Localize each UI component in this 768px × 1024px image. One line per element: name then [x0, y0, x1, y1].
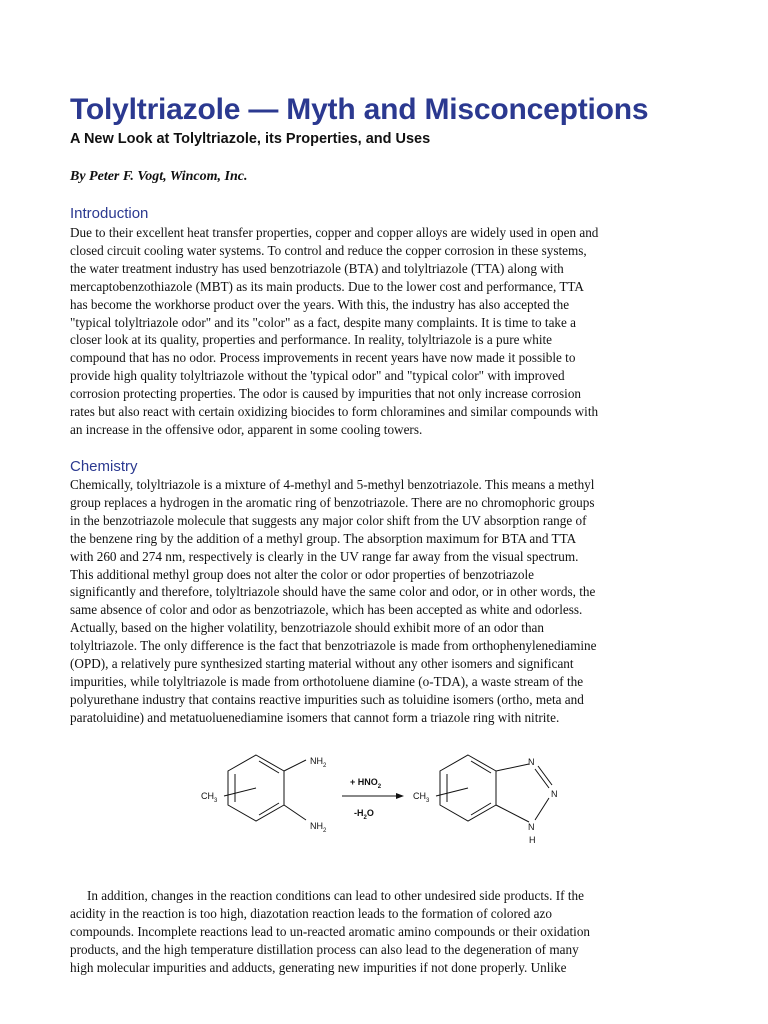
text-line: significantly and therefore, tolyltriazole should have the same color and odor, or in other words, the: [70, 584, 596, 600]
text-line: products, and the high temperature distillation process can also lead to the degeneration of many: [70, 941, 579, 957]
text-line: group replaces a hydrogen in the aromatic ring of benzotriazole. There are no chromophoric groups: [70, 494, 595, 510]
text-line: This additional methyl group does not alter the color or odor properties of benzotriazole: [70, 566, 534, 582]
n3-label: N: [528, 822, 535, 832]
reaction-arrow: [342, 793, 404, 799]
text-line: Due to their excellent heat transfer properties, copper and copper alloys are widely used in open and: [70, 225, 599, 240]
text-line: corrosion protecting properties. The odor is caused by impurities that not only increase corrosion: [70, 386, 582, 402]
byproduct-label: $-H_2O$: [354, 808, 374, 821]
heading-chemistry: Chemistry: [70, 458, 138, 475]
text-line: with 260 and 274 nm, respectively is clearly in the UV range far away from the visual spectrum.: [70, 548, 579, 564]
text-line: Chemically, tolyltriazole is a mixture of 4-methyl and 5-methyl benzotriazole. This means a methyl: [70, 477, 595, 492]
text-line: compounds. Incomplete reactions lead to un-reacted aromatic amino compounds or their oxidation: [70, 923, 591, 939]
document-title: Tolyltriazole — Myth and Misconceptions: [70, 93, 649, 126]
heading-introduction: Introduction: [70, 205, 149, 222]
text-line: In addition, changes in the reaction conditions can lead to other undesired side products. If the: [87, 888, 584, 903]
text-line: Actually, based on the higher volatility, benzotriazole should exhibit more of an odor than: [70, 620, 545, 636]
nh2-bottom-label: $NH_2$: [310, 821, 327, 834]
text-line: mercaptobenzothiazole (MBT) as its main products. Due to the lower cost and performance, TTA: [70, 278, 584, 294]
text-line: (OPD), a relatively pure synthesized starting material without any other isomers and significant: [70, 656, 574, 672]
text-line: polyurethane industry that contains reactive impurities such as toluidine isomers (ortho, meta and: [70, 691, 584, 707]
text-line: the benzene ring by the addition of a methyl group. The absorption maximum for BTA and TTA: [70, 530, 577, 546]
ch3-right-label: $CH_3$: [413, 791, 430, 804]
text-line: tolyltriazole. The only difference is the fact that benzotriazole is made from orthophenylenediamine: [70, 638, 597, 654]
paragraph-chemistry: [70, 476, 698, 727]
text-line: same absence of color and odor as benzotriazole, which has been accepted as white and odorless.: [70, 602, 583, 618]
text-line: closer look at its quality, properties and performance. In reality, tolyltriazole is a pure white: [70, 332, 553, 348]
text-line: in the benzotriazole molecule that suggests any major color shift from the UV absorption range of: [70, 512, 587, 528]
ch3-left-label: $CH_3$: [201, 791, 218, 804]
text-line: acidity in the reaction is too high, diazotation reaction leads to the formation of colored azo: [70, 905, 552, 921]
text-line: rates but also react with certain oxidizing biocides to form chloramines and similar compounds with: [70, 404, 599, 420]
toluenediamine-structure: [224, 755, 306, 821]
document-subtitle: A New Look at Tolyltriazole, its Properties, and Uses: [70, 131, 431, 147]
text-line: provide high quality tolyltriazole without the 'typical odor" and "typical color" with improved: [70, 368, 565, 384]
nh2-top-label: $NH_2$: [310, 756, 327, 769]
n2-label: N: [551, 789, 558, 799]
tolyltriazole-structure: [436, 755, 552, 822]
paragraph-continuation: [70, 887, 698, 977]
text-line: paratoluidine) and metatuoluenediamine isomers that cannot form a triazole ring with nitrite.: [70, 709, 560, 725]
text-line: impurities, while tolyltriazole is made from orthotoluene diamine (o-TDA), a waste stream of the: [70, 673, 584, 689]
paragraph-introduction: [70, 224, 698, 439]
reagent-label: + $HNO_2$: [350, 777, 382, 790]
text-line: an increase in the offensive odor, apparent in some cooling towers.: [70, 421, 423, 437]
text-line: "typical tolyltriazole odor" and its "color" as a fact, despite many complaints. It is time to take a: [70, 314, 577, 330]
h-label: H: [529, 835, 536, 845]
text-line: the water treatment industry has used benzotriazole (BTA) and tolyltriazole (TTA) along with: [70, 260, 564, 276]
n1-label: N: [528, 757, 535, 767]
text-line: compound that has no odor. Process improvements in recent years have now made it possible to: [70, 350, 576, 366]
text-line: has become the workhorse product over the years. With this, the industry has also accepted the: [70, 296, 570, 312]
text-line: high molecular impurities and adducts, generating new impurities if not done properly. Unlike: [70, 959, 567, 975]
author-byline: By Peter F. Vogt, Wincom, Inc.: [70, 169, 248, 184]
text-line: closed circuit cooling water systems. To control and reduce the copper corrosion in these systems,: [70, 242, 587, 258]
reaction-diagram: [196, 750, 586, 855]
